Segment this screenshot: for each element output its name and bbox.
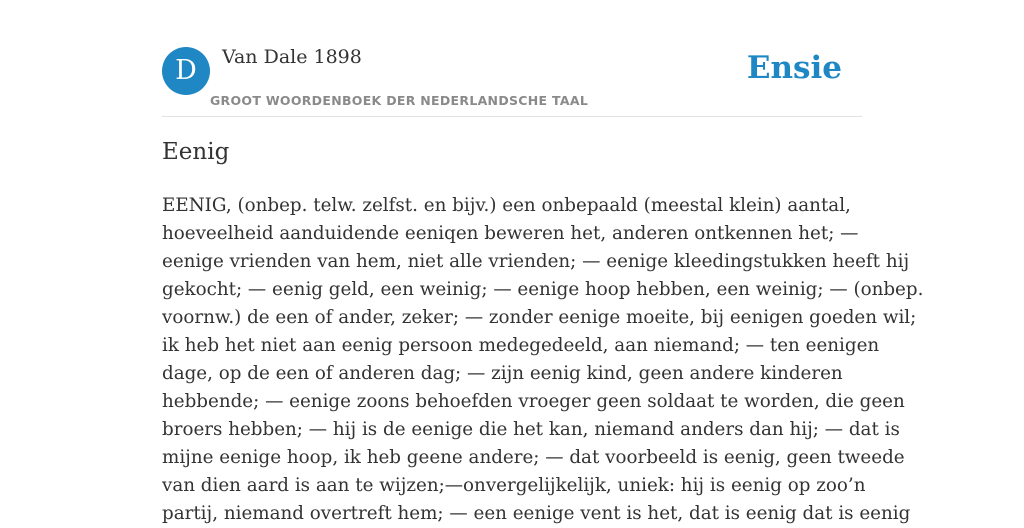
definition-line: broers hebben; — hij is de eenige die het kan, niemand anders dan hij; — dat is (162, 419, 900, 440)
definition-line: gekocht; — eenig geld, een weinig; — eenige hoop hebben, een weinig; — (onbep. (162, 279, 924, 300)
definition-line: eenige vrienden van hem, niet alle vrienden; — eenige kleedingstukken heeft hij (162, 251, 910, 272)
ensie-logo-link[interactable]: Ensie (746, 50, 842, 86)
site-header (162, 46, 862, 117)
definition-line: hebbende; — eenige zoons behoefden vroeger geen soldaat te worden, die geen (162, 391, 905, 412)
dictionary-subtitle: GROOT WOORDENBOEK DER NEDERLANDSCHE TAAL (210, 93, 589, 108)
definition-line: dage, op de een of anderen dag; — zijn eenig kind, geen andere kinderen (162, 363, 843, 384)
definition-line: partij, niemand overtreft hem; — een eenige vent is het, dat is eenig dat is eenig (162, 503, 911, 524)
entry-title: Eenig (162, 139, 230, 165)
definition-line: van dien aard is aan te wijzen;—onvergelijkelijk, uniek: hij is eenig op zoo’n (162, 475, 866, 496)
entry-definition (162, 192, 924, 528)
dictionary-title[interactable]: Van Dale 1898 (222, 46, 362, 68)
definition-line: hoeveelheid aanduidende eeniqen beweren het, anderen ontkennen het; — (162, 223, 859, 244)
definition-line: mijne eenige hoop, ik heb geene andere; — dat voorbeeld is eenig, geen tweede (162, 447, 905, 468)
dictionary-logo-badge[interactable]: D (162, 47, 210, 95)
definition-line: voornw.) de een of ander, zeker; — zonder eenige moeite, bij eenigen goeden wil; (162, 307, 917, 328)
definition-line: ik heb het niet aan eenig persoon medegedeeld, aan niemand; — ten eenigen (162, 335, 880, 356)
definition-line: EENIG, (onbep. telw. zelfst. en bijv.) een onbepaald (meestal klein) aantal, (162, 195, 851, 216)
